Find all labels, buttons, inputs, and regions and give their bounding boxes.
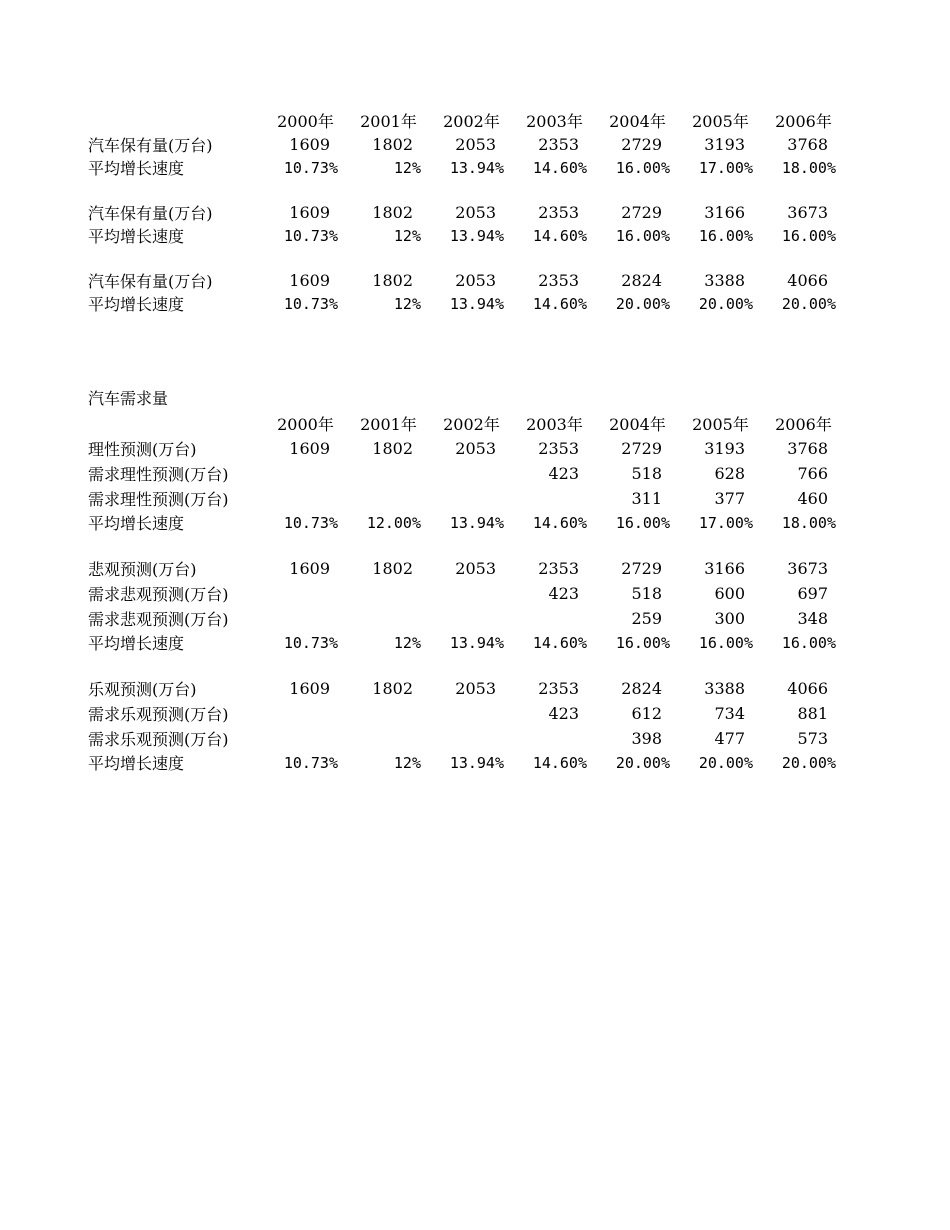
value-cell: 1802 <box>372 679 413 698</box>
percent-cell: 12% <box>393 294 421 313</box>
row-label: 汽车保有量(万台) <box>88 136 213 155</box>
value-cell: 2729 <box>621 439 662 458</box>
row-label: 汽车保有量(万台) <box>88 272 213 291</box>
value-cell: 2353 <box>538 271 579 290</box>
row-label: 平均增长速度 <box>88 514 185 533</box>
year-cell: 2002年 <box>443 112 500 131</box>
value-cell: 573 <box>797 729 828 748</box>
demand-row <box>88 701 848 726</box>
value-cell: 423 <box>548 584 579 603</box>
row-label: 需求理性预测(万台) <box>88 490 229 509</box>
row-label: 悲观预测(万台) <box>88 560 197 579</box>
percent-cell: 20.00% <box>781 294 836 313</box>
value-cell: 311 <box>631 489 662 508</box>
percent-cell: 16.00% <box>781 226 836 245</box>
percent-cell: 18.00% <box>781 158 836 177</box>
value-cell: 734 <box>714 704 745 723</box>
row-label: 需求悲观预测(万台) <box>88 585 229 604</box>
value-cell: 259 <box>631 609 662 628</box>
demand-row <box>88 581 848 606</box>
value-cell: 2824 <box>621 679 662 698</box>
value-cell: 1609 <box>289 135 330 154</box>
year-cell: 2005年 <box>692 112 749 131</box>
year-cell: 2003年 <box>526 415 583 434</box>
value-cell: 1609 <box>289 439 330 458</box>
ownership-row <box>88 133 848 156</box>
forecast-row <box>88 436 848 461</box>
value-cell: 3673 <box>787 203 828 222</box>
value-cell: 1802 <box>372 271 413 290</box>
percent-cell: 12% <box>393 753 421 772</box>
blank-row <box>88 534 848 556</box>
value-cell: 2353 <box>538 203 579 222</box>
demand-row <box>88 486 848 511</box>
value-cell: 600 <box>714 584 745 603</box>
year-cell: 2000年 <box>277 415 334 434</box>
percent-cell: 16.00% <box>781 633 836 652</box>
percent-cell: 16.00% <box>698 633 753 652</box>
value-cell: 2729 <box>621 203 662 222</box>
value-cell: 2353 <box>538 679 579 698</box>
growth-row <box>88 292 848 315</box>
year-cell: 2001年 <box>360 112 417 131</box>
growth-row <box>88 751 848 774</box>
growth-row <box>88 511 848 534</box>
forecast-row <box>88 556 848 581</box>
percent-cell: 10.73% <box>283 294 338 313</box>
value-cell: 2053 <box>455 135 496 154</box>
value-cell: 1802 <box>372 559 413 578</box>
year-cell: 2006年 <box>775 112 832 131</box>
ownership-row <box>88 201 848 224</box>
value-cell: 1609 <box>289 271 330 290</box>
value-cell: 1609 <box>289 203 330 222</box>
value-cell: 4066 <box>787 271 828 290</box>
percent-cell: 16.00% <box>698 226 753 245</box>
percent-cell: 14.60% <box>532 226 587 245</box>
value-cell: 3166 <box>704 203 745 222</box>
forecast-row <box>88 676 848 701</box>
row-label: 汽车保有量(万台) <box>88 204 213 223</box>
value-cell: 2053 <box>455 439 496 458</box>
value-cell: 3193 <box>704 135 745 154</box>
value-cell: 518 <box>631 584 662 603</box>
value-cell: 2729 <box>621 135 662 154</box>
year-cell: 2002年 <box>443 415 500 434</box>
percent-cell: 13.94% <box>449 294 504 313</box>
value-cell: 612 <box>631 704 662 723</box>
value-cell: 2053 <box>455 559 496 578</box>
year-cell: 2004年 <box>609 415 666 434</box>
value-cell: 628 <box>714 464 745 483</box>
blank-row <box>88 179 848 201</box>
demand-title-row <box>88 384 848 411</box>
value-cell: 1609 <box>289 679 330 698</box>
percent-cell: 17.00% <box>698 158 753 177</box>
value-cell: 348 <box>797 609 828 628</box>
blank-rows <box>88 315 848 384</box>
percent-cell: 20.00% <box>698 753 753 772</box>
value-cell: 3768 <box>787 135 828 154</box>
row-label: 需求乐观预测(万台) <box>88 730 229 749</box>
percent-cell: 17.00% <box>698 513 753 532</box>
value-cell: 477 <box>714 729 745 748</box>
year-header-row <box>88 411 848 436</box>
demand-row <box>88 461 848 486</box>
percent-cell: 16.00% <box>615 158 670 177</box>
percent-cell: 10.73% <box>283 633 338 652</box>
percent-cell: 13.94% <box>449 226 504 245</box>
value-cell: 2053 <box>455 203 496 222</box>
year-header-row <box>88 108 848 133</box>
row-label: 平均增长速度 <box>88 634 185 653</box>
value-cell: 377 <box>714 489 745 508</box>
year-cell: 2003年 <box>526 112 583 131</box>
percent-cell: 12% <box>393 633 421 652</box>
section-title: 汽车需求量 <box>88 389 169 408</box>
value-cell: 423 <box>548 704 579 723</box>
value-cell: 3673 <box>787 559 828 578</box>
demand-row <box>88 606 848 631</box>
value-cell: 3768 <box>787 439 828 458</box>
percent-cell: 20.00% <box>781 753 836 772</box>
percent-cell: 12.00% <box>366 513 421 532</box>
value-cell: 2353 <box>538 135 579 154</box>
spreadsheet <box>88 108 848 774</box>
value-cell: 1802 <box>372 135 413 154</box>
year-cell: 2006年 <box>775 415 832 434</box>
value-cell: 2729 <box>621 559 662 578</box>
demand-row <box>88 726 848 751</box>
row-label: 理性预测(万台) <box>88 440 197 459</box>
percent-cell: 14.60% <box>532 753 587 772</box>
percent-cell: 18.00% <box>781 513 836 532</box>
percent-cell: 13.94% <box>449 753 504 772</box>
blank-row <box>88 654 848 676</box>
percent-cell: 10.73% <box>283 226 338 245</box>
percent-cell: 10.73% <box>283 513 338 532</box>
value-cell: 1802 <box>372 203 413 222</box>
value-cell: 2053 <box>455 271 496 290</box>
value-cell: 423 <box>548 464 579 483</box>
value-cell: 2824 <box>621 271 662 290</box>
value-cell: 2053 <box>455 679 496 698</box>
value-cell: 1609 <box>289 559 330 578</box>
year-cell: 2001年 <box>360 415 417 434</box>
year-cell: 2005年 <box>692 415 749 434</box>
row-label: 平均增长速度 <box>88 227 185 246</box>
percent-cell: 12% <box>393 158 421 177</box>
row-label: 平均增长速度 <box>88 159 185 178</box>
value-cell: 460 <box>797 489 828 508</box>
row-label: 平均增长速度 <box>88 295 185 314</box>
year-cell: 2000年 <box>277 112 334 131</box>
growth-row <box>88 631 848 654</box>
percent-cell: 13.94% <box>449 633 504 652</box>
value-cell: 398 <box>631 729 662 748</box>
row-label: 需求理性预测(万台) <box>88 465 229 484</box>
row-label: 平均增长速度 <box>88 754 185 773</box>
value-cell: 2353 <box>538 559 579 578</box>
percent-cell: 13.94% <box>449 513 504 532</box>
value-cell: 3166 <box>704 559 745 578</box>
percent-cell: 16.00% <box>615 226 670 245</box>
percent-cell: 12% <box>393 226 421 245</box>
value-cell: 1802 <box>372 439 413 458</box>
blank-row <box>88 247 848 269</box>
value-cell: 697 <box>797 584 828 603</box>
row-label: 需求悲观预测(万台) <box>88 610 229 629</box>
value-cell: 3388 <box>704 679 745 698</box>
growth-row <box>88 224 848 247</box>
year-cell: 2004年 <box>609 112 666 131</box>
percent-cell: 16.00% <box>615 633 670 652</box>
percent-cell: 14.60% <box>532 294 587 313</box>
value-cell: 3388 <box>704 271 745 290</box>
percent-cell: 16.00% <box>615 513 670 532</box>
ownership-row <box>88 269 848 292</box>
percent-cell: 10.73% <box>283 158 338 177</box>
percent-cell: 13.94% <box>449 158 504 177</box>
growth-row <box>88 156 848 179</box>
percent-cell: 20.00% <box>615 294 670 313</box>
percent-cell: 20.00% <box>615 753 670 772</box>
value-cell: 881 <box>797 704 828 723</box>
value-cell: 3193 <box>704 439 745 458</box>
value-cell: 300 <box>714 609 745 628</box>
value-cell: 518 <box>631 464 662 483</box>
percent-cell: 14.60% <box>532 633 587 652</box>
percent-cell: 10.73% <box>283 753 338 772</box>
percent-cell: 14.60% <box>532 158 587 177</box>
percent-cell: 14.60% <box>532 513 587 532</box>
value-cell: 4066 <box>787 679 828 698</box>
percent-cell: 20.00% <box>698 294 753 313</box>
value-cell: 766 <box>797 464 828 483</box>
value-cell: 2353 <box>538 439 579 458</box>
row-label: 乐观预测(万台) <box>88 680 197 699</box>
row-label: 需求乐观预测(万台) <box>88 705 229 724</box>
